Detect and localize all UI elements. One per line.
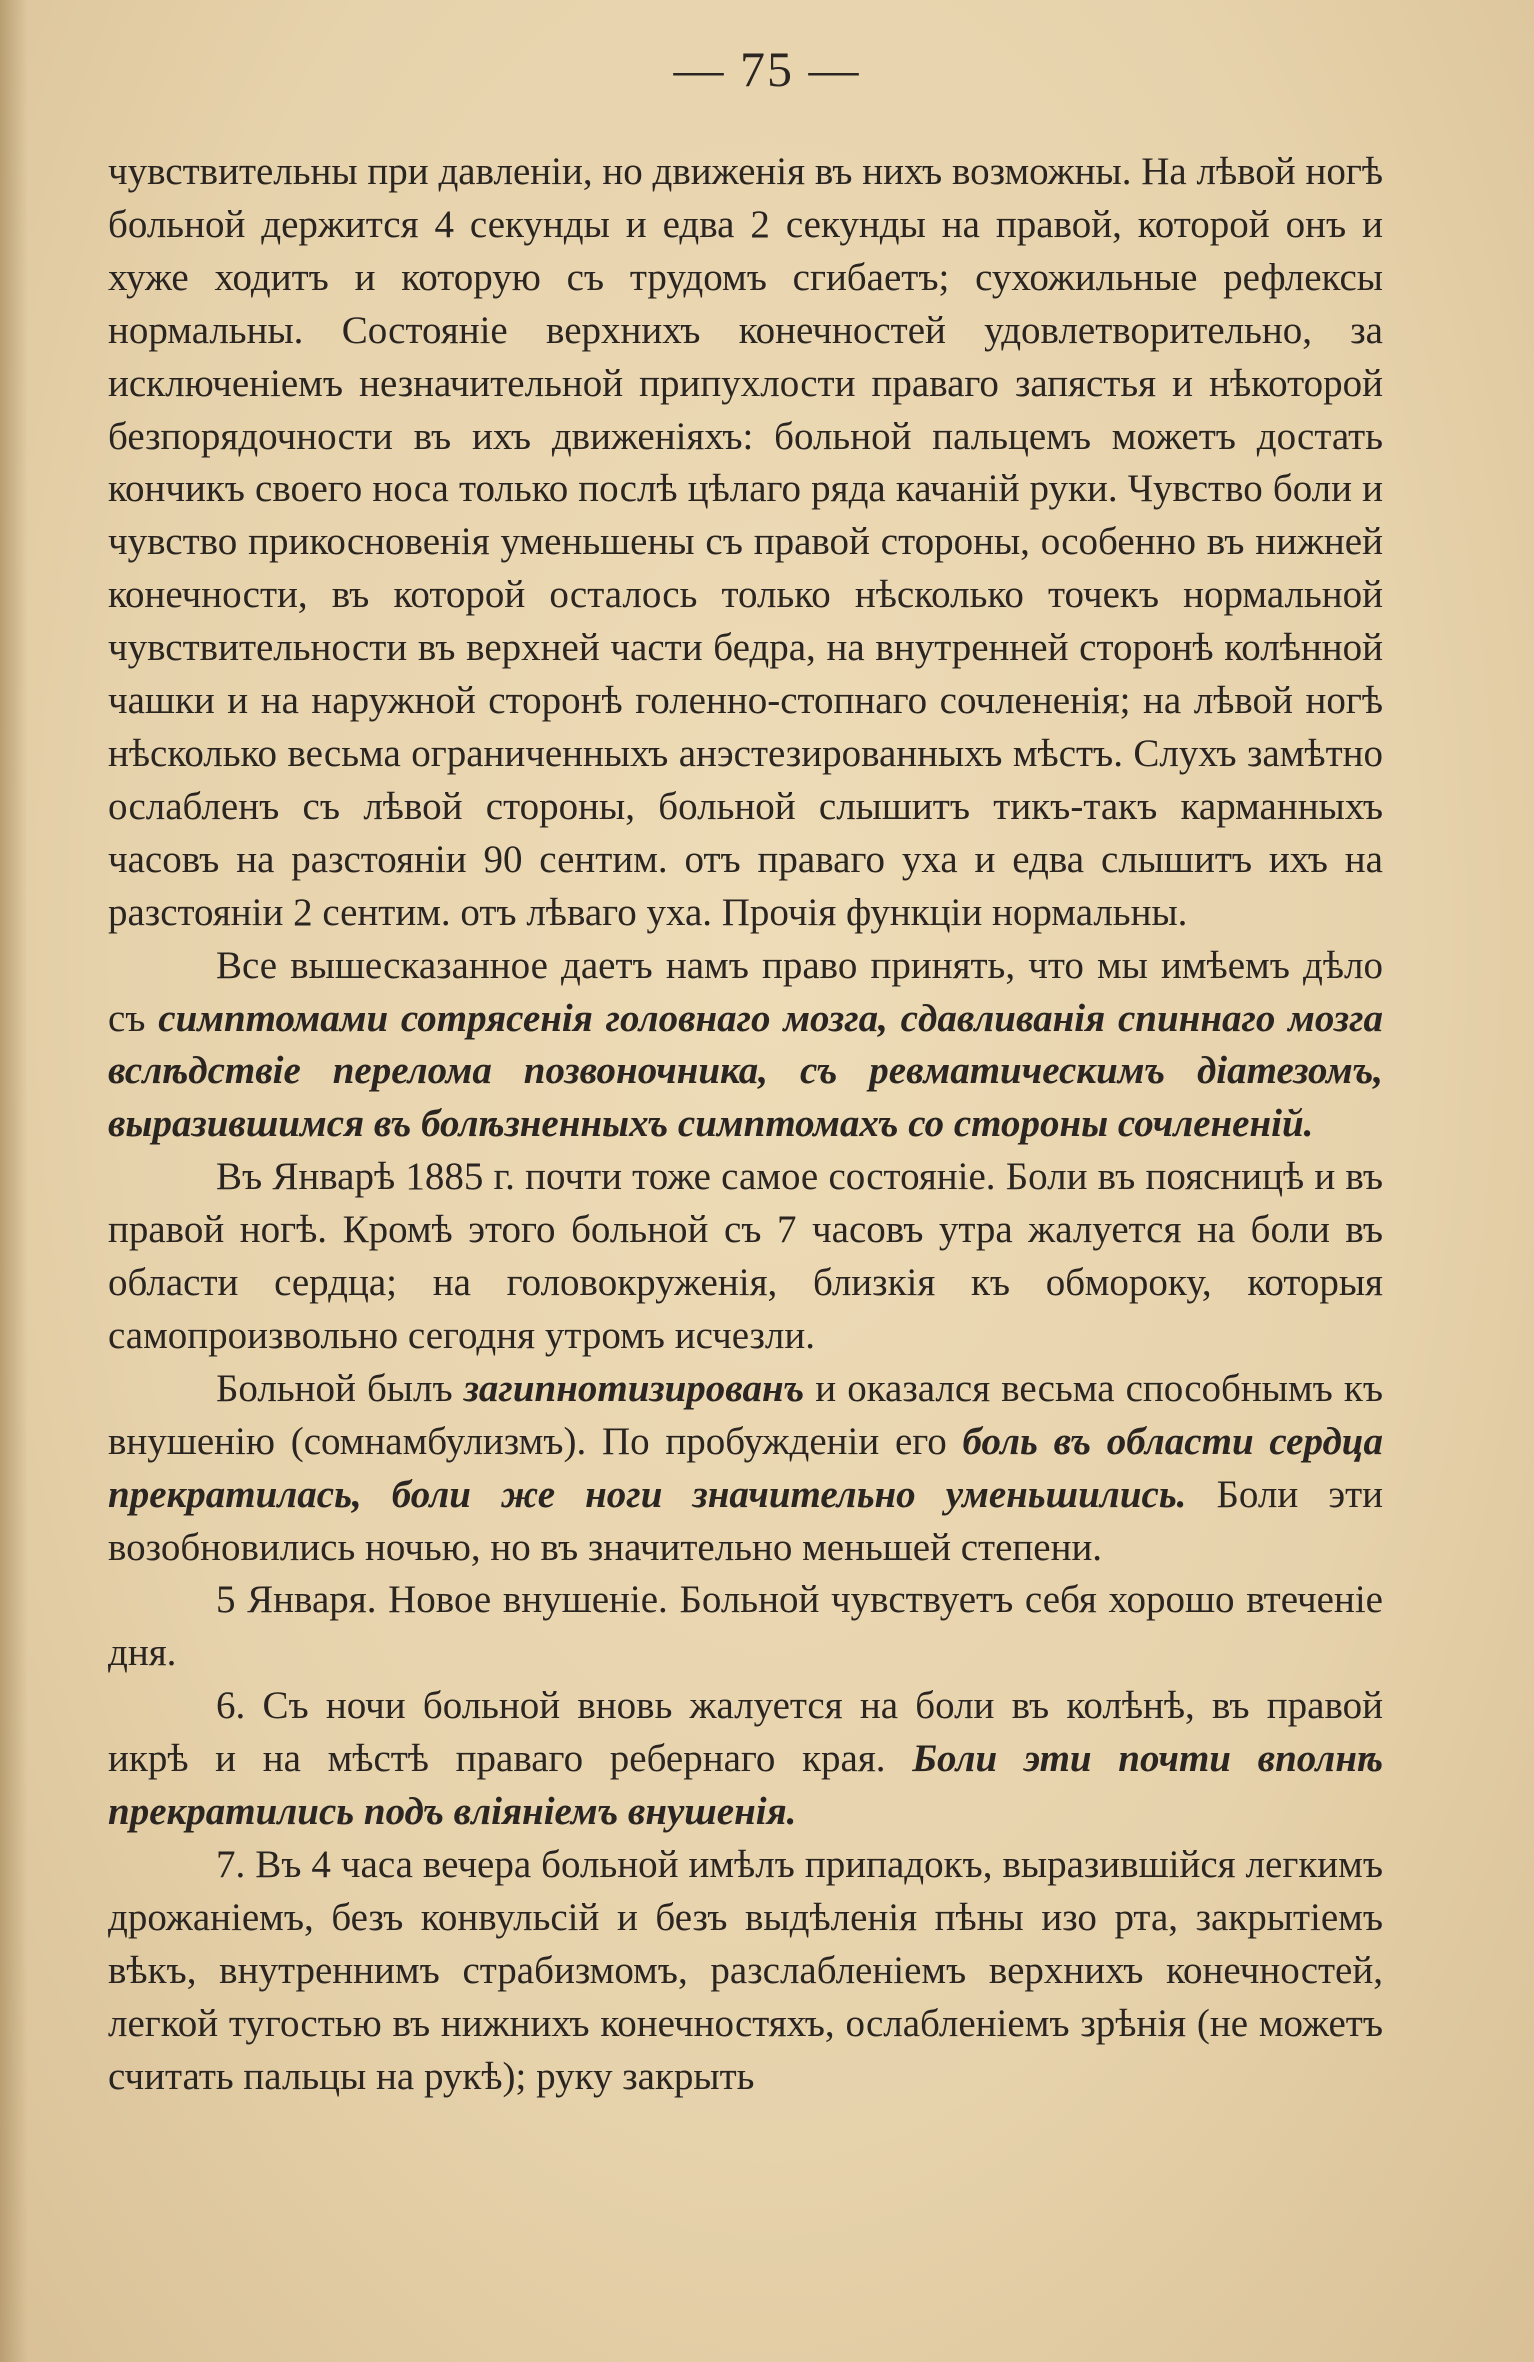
paragraph — [108, 1151, 1383, 1363]
paragraph — [108, 1363, 1383, 1575]
paragraph — [108, 146, 1383, 940]
text-run: 6. Съ ночи больной вновь жалуется на боли въ колѣнѣ, въ правой икрѣ и на мѣстѣ праваго ребернаго края. — [108, 1684, 1383, 1781]
text-run: Въ Январѣ 1885 г. почти тоже самое состояніе. Боли въ поясницѣ и въ правой ногѣ. Кромѣ этого больной съ 7 часовъ утра жалуется на боли въ области сердца; на головокруженія, близкія къ обмороку, которыя самопроизвольно сегодня утромъ исчезли. — [108, 1155, 1383, 1357]
italic-text-run: загипнотизированъ — [463, 1366, 805, 1410]
text-run: и оказался весьма способнымъ къ внушенію (сомнамбулизмъ). По пробужденіи его — [108, 1366, 1384, 1463]
text-run: чувствительны при давленіи, но движенія въ нихъ возможны. На лѣвой ногѣ больной держится 4 секунды и едва 2 секунды на правой, которой онъ и хуже ходитъ и которую съ трудомъ сгибаетъ; сухожильные рефлексы нормальны. Состояніе верхнихъ конечностей удовлетворительно, за исключеніемъ незначительной припухлости праваго запястья и нѣкоторой безпорядочности въ ихъ движеніяхъ: больной пальцемъ можетъ достать кончикъ своего носа только послѣ цѣлаго ряда качаній руки. Чувство боли и чувство прикосновенія уменьшены съ правой стороны, особенно въ нижней конечности, въ которой осталось только нѣсколько точекъ нормальной чувствительности въ верхней части бедра, на внутренней сторонѣ колѣнной чашки и на наружной сторонѣ голенно-стопнаго сочлененія; на лѣвой ногѣ нѣсколько весьма ограниченныхъ анэстезированныхъ мѣстъ. Слухъ замѣтно ослабленъ съ лѣвой стороны, больной слышитъ тикъ-такъ карманныхъ часовъ на разстояніи 90 сентим. отъ праваго уха и едва слышитъ ихъ на разстояніи 2 сентим. отъ лѣваго уха. Прочія функціи нормальны. — [108, 150, 1383, 934]
text-run: Все вышесказанное даетъ намъ право принять, что мы имѣемъ дѣло съ — [108, 943, 1383, 1040]
paragraph — [108, 1680, 1383, 1839]
paragraph — [108, 1839, 1383, 2104]
page-number: — 75 — — [673, 41, 861, 97]
page-body-text — [108, 146, 1383, 2104]
italic-text-run: боль въ области сердца прекратилась, боли же ноги значительно уменьшились. — [108, 1419, 1383, 1516]
text-run: 7. Въ 4 часа вечера больной имѣлъ припадокъ, выразившійся легкимъ дрожаніемъ, безъ конвульсій и безъ выдѣленія пѣны изо рта, закрытіемъ вѣкъ, внутреннимъ страбизмомъ, разслабленіемъ верхнихъ конечностей, легкой тугостью въ нижнихъ конечностяхъ, ослабленіемъ зрѣнія (не можетъ считать пальцы на рукѣ); руку закрыть — [108, 1843, 1383, 2098]
paragraph — [108, 940, 1383, 1152]
text-run: Боли эти возобновились ночью, но въ значительно меньшей степени. — [108, 1472, 1384, 1569]
text-run: 5 Января. Новое внушеніе. Больной чувствуетъ себя хорошо втеченіе дня. — [108, 1578, 1383, 1675]
paragraph — [108, 1574, 1383, 1680]
italic-text-run: симптомами сотрясенія головнаго мозга, сдавливанія спиннаго мозга вслѣдствіе перелома позвоночника, съ ревматическимъ діатезомъ, выразившимся въ болѣзненныхъ симптомахъ со стороны сочлененій. — [108, 996, 1383, 1146]
italic-text-run: Боли эти почти вполнѣ прекратились подъ вліяніемъ внушенія. — [108, 1737, 1383, 1834]
text-run: Больной былъ — [216, 1366, 464, 1410]
